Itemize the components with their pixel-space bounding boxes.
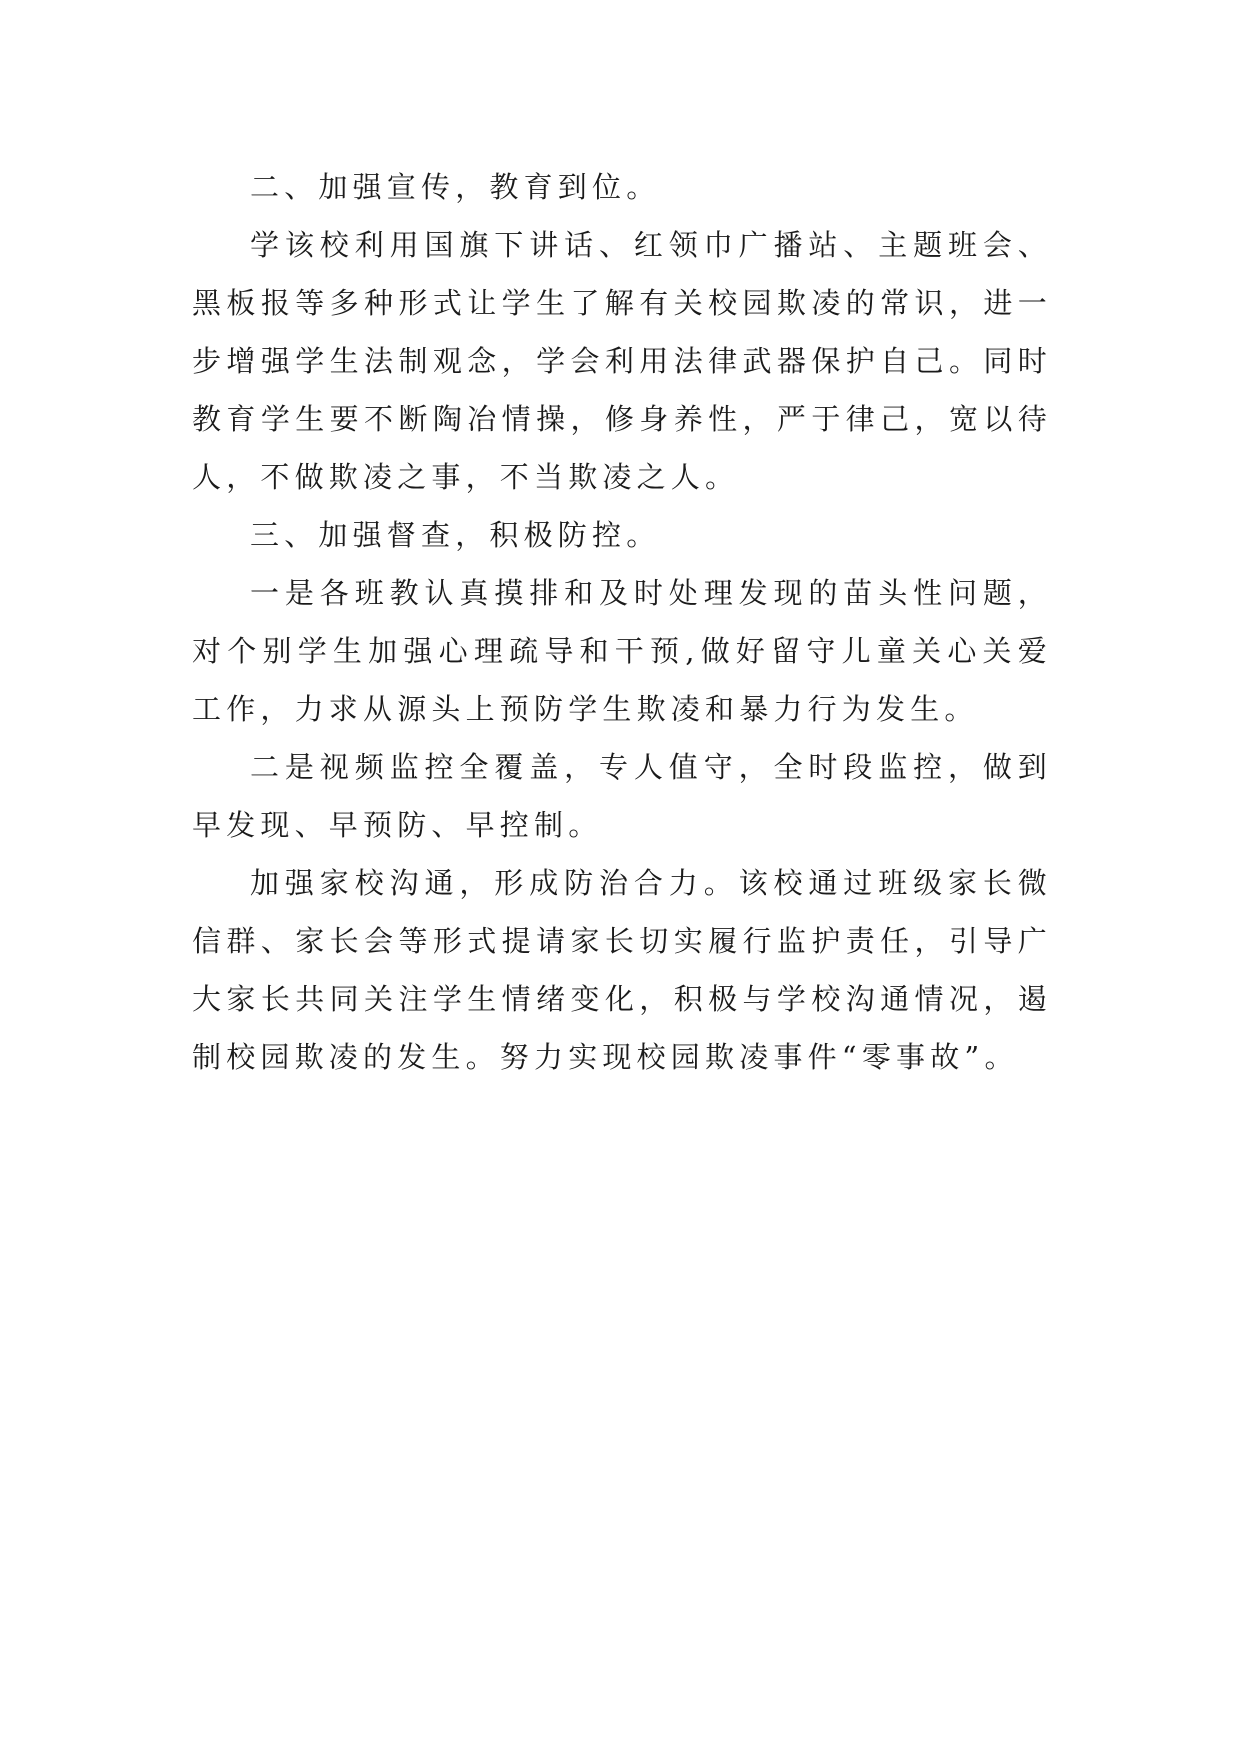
document-body xyxy=(192,158,1052,1086)
paragraph-video-monitoring: 二是视频监控全覆盖，专人值守，全时段监控，做到早发现、早预防、早控制。 xyxy=(192,750,1052,842)
paragraph-publicity-education: 学该校利用国旗下讲话、红领巾广播站、主题班会、黑板报等多种形式让学生了解有关校园欺凌的常识，进一步增强学生法制观念，学会利用法律武器保护自己。同时教育学生要不断陶冶情操，修身养性，严于律己，宽以待人，不做欺凌之事，不当欺凌之人。 xyxy=(192,228,1052,494)
paragraph-class-screening: 一是各班教认真摸排和及时处理发现的苗头性问题，对个别学生加强心理疏导和干预,做好留守儿童关心关爱工作，力求从源头上预防学生欺凌和暴力行为发生。 xyxy=(192,576,1052,726)
section-heading-supervision: 三、加强督查，积极防控。 xyxy=(250,518,661,552)
paragraph-home-school-communication: 加强家校沟通，形成防治合力。该校通过班级家长微信群、家长会等形式提请家长切实履行监护责任，引导广大家长共同关注学生情绪变化，积极与学校沟通情况，遏制校园欺凌的发生。努力实现校园欺凌事件“零事故”。 xyxy=(192,866,1052,1074)
section-heading-publicity: 二、加强宣传，教育到位。 xyxy=(250,170,661,204)
